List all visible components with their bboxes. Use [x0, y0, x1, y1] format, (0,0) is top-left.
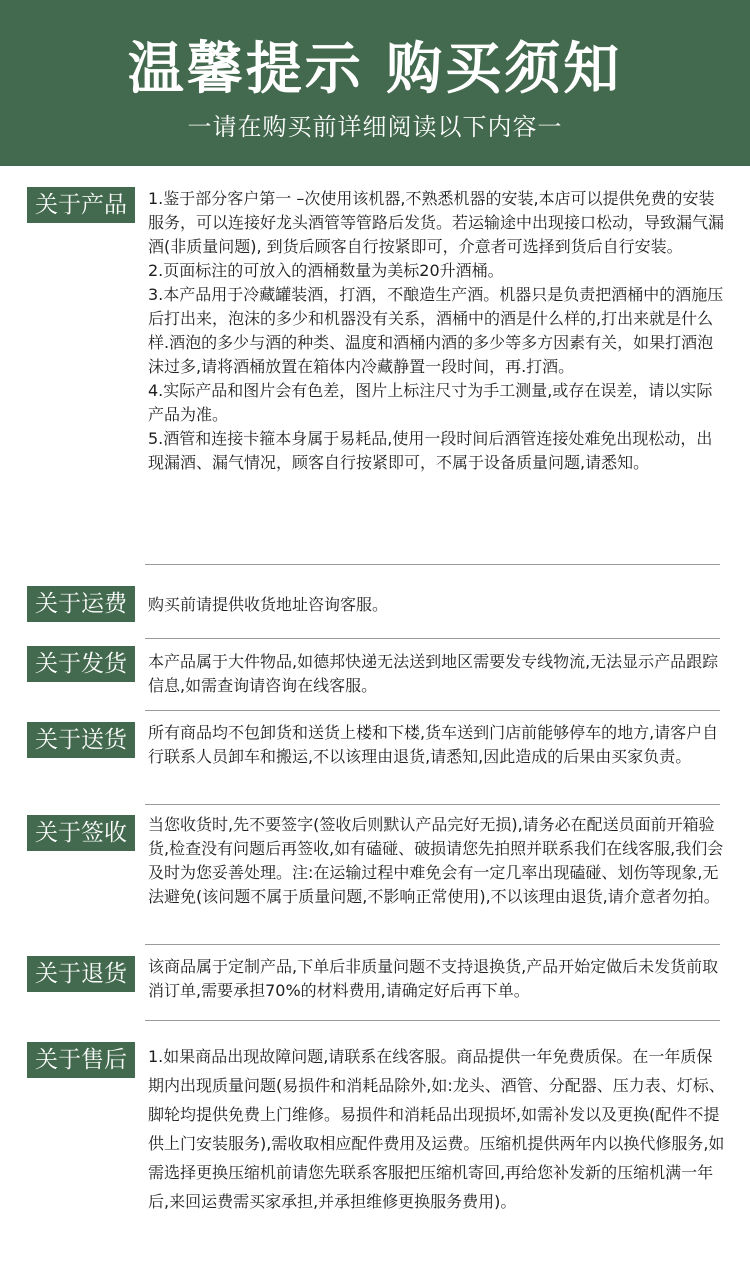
section-content-delivery	[148, 721, 728, 769]
divider	[145, 564, 720, 565]
section-content-returns	[148, 955, 728, 1003]
header-banner	[0, 0, 750, 166]
returns-text: 该商品属于定制产品,下单后非质量问题不支持退换货,产品开始定做后未发货前取消订单,需要承担70%的材料费用,请确定好后再下单。	[148, 957, 719, 1000]
section-content-receipt	[148, 813, 728, 909]
product-note-1: 1.鉴于部分客户第一 –次使用该机器,不熟悉机器的安装,本店可以提供免费的安装服务，可以连接好龙头酒管等管路后发货。若运输途中出现接口松动，导致漏气漏酒(非质量问题), 到货后顾客自行按紧即可，介意者可选择到货后自行安装。	[148, 189, 725, 256]
product-note-4: 4.实际产品和图片会有色差，图片上标注尺寸为手工测量,或存在误差，请以实际产品为准。	[148, 381, 713, 424]
section-content-product	[148, 187, 728, 475]
divider	[145, 710, 720, 711]
page-title: 温馨提示 购买须知	[127, 37, 623, 102]
section-content-shipping-fee	[148, 593, 728, 617]
product-note-5: 5.酒管和连接卡箍本身属于易耗品,使用一段时间后酒管连接处难免出现松动，出现漏酒、漏气情况，顾客自行按紧即可，不属于设备质量问题,请悉知。	[148, 429, 713, 472]
divider	[145, 638, 720, 639]
dispatch-text: 本产品属于大件物品,如德邦快递无法送到地区需要发专线物流,无法显示产品跟踪信息,如需查询请咨询在线客服。	[148, 652, 719, 695]
after-sales-text: 1.如果商品出现故障问题,请联系在线客服。商品提供一年免费质保。在一年质保期内出现质量问题(易损件和消耗品除外,如:龙头、酒管、分配器、压力表、灯标、脚轮均提供免费上门维修。易损件和消耗品出现损坏,如需补发以及更换(配件不提供上门安装服务),需收取相应配件费用及运费。压缩机提供两年内以换代修服务,如需选择更换压缩机前请您先联系客服把压缩机寄回,再给您补发新的压缩机满一年后,来回运费需买家承担,并承担维修更换服务费用)。	[148, 1047, 725, 1211]
product-note-3: 3.本产品用于冷藏罐装酒，打酒，不酿造生产酒。机器只是负责把酒桶中的酒施压后打出来，泡沫的多少和机器没有关系，酒桶中的酒是什么样的,打出来就是什么样.酒泡的多少与酒的种类、温度和酒桶内酒的多少等多方因素有关，如果打酒泡沫过多,请将酒桶放置在箱体内冷藏静置一段时间，再.打酒。	[148, 285, 724, 376]
delivery-text: 所有商品均不包卸货和送货上楼和下楼,货车送到门店前能够停车的地方,请客户自行联系人员卸车和搬运,不以该理由退货,请悉知,因此造成的后果由买家负责。	[148, 723, 719, 766]
section-content-dispatch	[148, 650, 728, 698]
shipping-fee-text: 购买前请提供收货地址咨询客服。	[148, 595, 389, 614]
section-tag-delivery: 关于送货	[27, 722, 135, 758]
section-tag-returns: 关于退货	[27, 956, 135, 992]
product-note-2: 2.页面标注的可放入的酒桶数量为美标20升酒桶。	[148, 261, 504, 280]
receipt-text: 当您收货时,先不要签字(签收后则默认产品完好无损),请务必在配送员面前开箱验货,检查没有问题后再签收,如有磕碰、破损请您先拍照并联系我们在线客服,我们会及时为您妥善处理。注:在运输过程中难免会有一定几率出现磕碰、划伤等现象,无法避免(该问题不属于质量问题,不影响正常使用),不以该理由退货,请介意者勿拍。	[148, 815, 724, 906]
section-content-after-sales	[148, 1042, 728, 1216]
divider	[145, 944, 720, 945]
divider	[145, 804, 720, 805]
section-tag-shipping-fee: 关于运费	[27, 586, 135, 622]
divider	[145, 1020, 720, 1021]
page-subtitle: 一请在购买前详细阅读以下内容一	[187, 113, 563, 141]
section-tag-dispatch: 关于发货	[27, 646, 135, 682]
section-tag-after-sales: 关于售后	[27, 1042, 135, 1078]
section-tag-receipt: 关于签收	[27, 815, 135, 851]
section-tag-product: 关于产品	[27, 187, 135, 223]
